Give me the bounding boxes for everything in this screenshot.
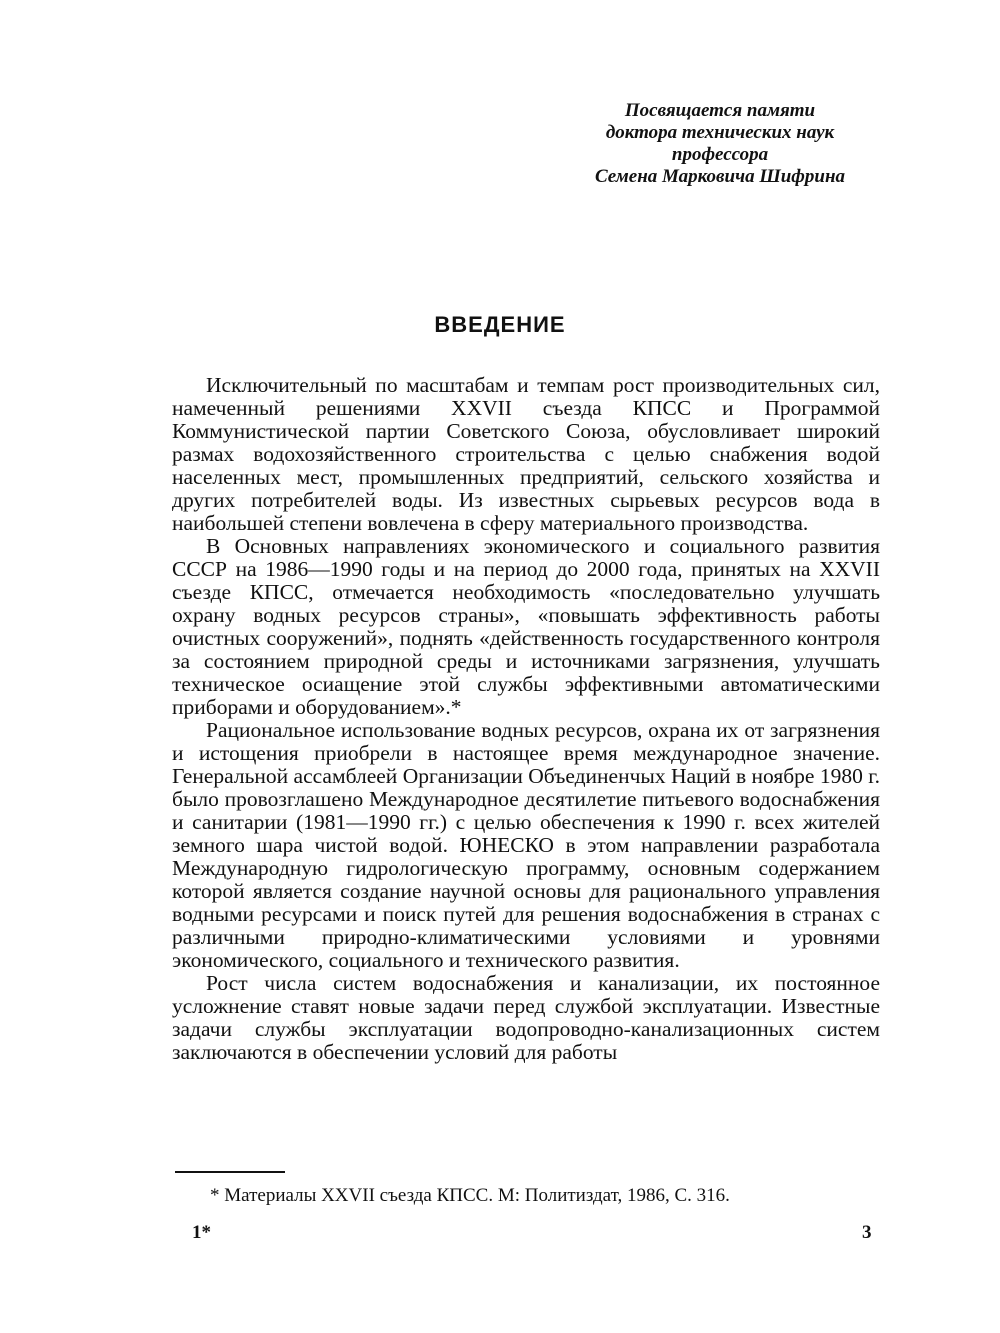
paragraph: Рост числа систем водоснабжения и канализации, их постоянное усложнение ставят новые задачи перед службой эксплуатации. Известные задачи службы эксплуатации водопроводно-канализационных систем заключаются в обеспечении условий для работы xyxy=(172,971,880,1064)
dedication xyxy=(560,100,880,188)
dedication-line: доктора технических наук xyxy=(605,122,835,143)
page-number: 3 xyxy=(862,1222,872,1243)
dedication-line: Семена Марковича Шифрина xyxy=(595,166,845,187)
dedication-line: Посвящается памяти xyxy=(624,100,816,121)
paragraph: Рациональное использование водных ресурсов, охрана их от загрязнения и истощения приобрели в настоящее время международное значение. Генеральной ассамблеей Организации Объединенчых Наций в ноябре 1980 г. было провозглашено Международное десятилетие питьевого водоснабжения и санитарии (1981—1990 гг.) с целью обеспечения к 1990 г. всех жителей земного шара чистой водой. ЮНЕСКО в этом направлении разработала Международную гидрологическую программу, основным содержанием которой является создание научной основы для рационального управления водными ресурсами и поиск путей для решения водоснабжения в странах с различными природно-климатическими условиями и уровнями экономического, социального и технического развития. xyxy=(172,718,880,972)
paragraph: Исключительный по масштабам и темпам рост производительных сил, намеченный решениями XXVII съезда КПСС и Программой Коммунистической партии Советского Союза, обусловливает широкий размах водохозяйственного строительства с целью снабжения водой населенных мест, промышленных предприятий, сельского хозяйства и других потребителей воды. Из известных сырьевых ресурсов вода в наибольшей степени вовлечена в сферу материального производства. xyxy=(172,373,880,535)
footnote-divider xyxy=(175,1171,285,1173)
body-text xyxy=(172,374,880,1064)
dedication-line: профессора xyxy=(671,144,769,165)
footnote: * Материалы XXVII съезда КПСС. М: Политиздат, 1986, С. 316. xyxy=(210,1185,730,1206)
paragraph: В Основных направлениях экономического и социального развития СССР на 1986—1990 годы и на период до 2000 года, принятых на XXVII съезде КПСС, отмечается необходимость «последовательно улучшать охрану водных ресурсов страны», «повышать эффективность работы очистных сооружений», поднять «действенность государственного контроля за состоянием природной среды и источниками загрязнения, улучшать техническое осиащение этой службы эффективными автоматическими приборами и оборудованием».* xyxy=(172,534,880,719)
section-heading: ВВЕДЕНИЕ xyxy=(434,312,566,337)
signature-mark: 1* xyxy=(192,1222,211,1243)
